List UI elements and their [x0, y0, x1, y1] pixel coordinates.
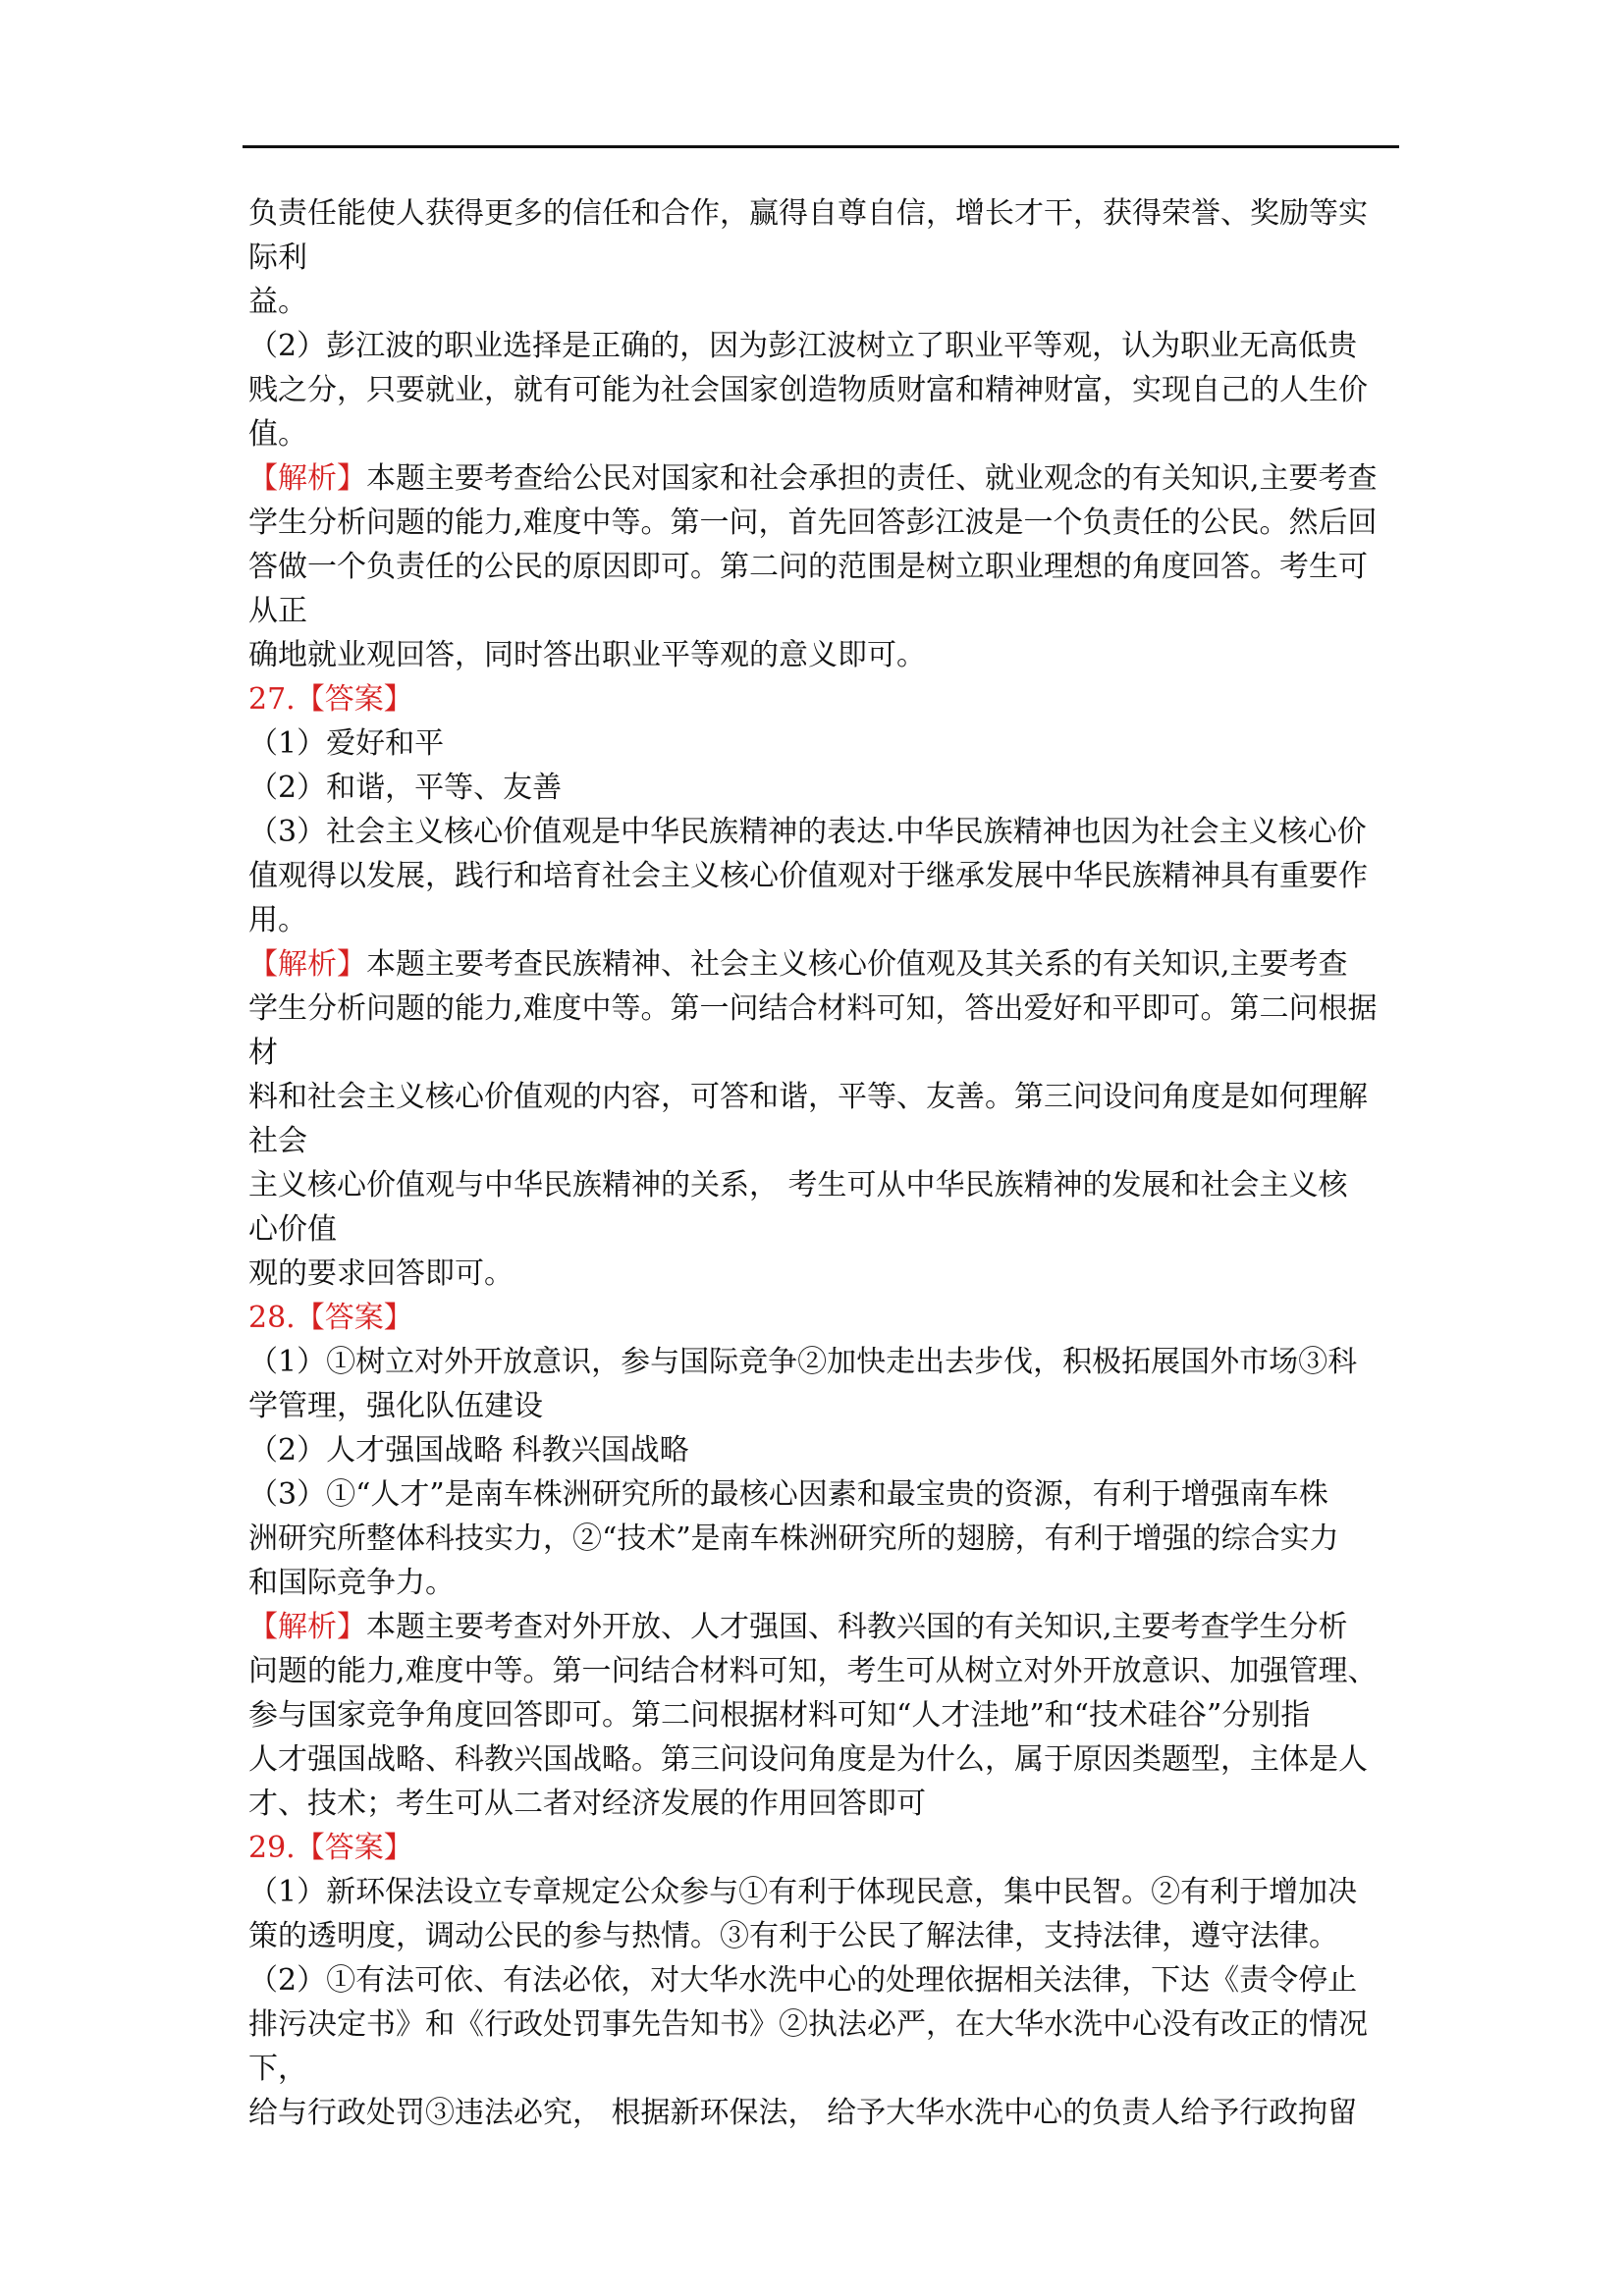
text-line: 才、技术；考生可从二者对经济发展的作用回答即可: [248, 1787, 926, 1821]
document-body: [248, 191, 1399, 2135]
text-line: 下，: [248, 2052, 307, 2086]
text-line: 策的透明度，调动公民的参与热情。③有利于公民了解法律，支持法律，遵守法律。: [248, 1919, 1338, 1953]
analysis-label: 【解析】: [248, 1610, 366, 1644]
text-line: 值观得以发展，践行和培育社会主义核心价值观对于继承发展中华民族精神具有重要作: [248, 859, 1368, 893]
text-line: （2）和谐，平等、友善: [248, 771, 563, 805]
text-line: 参与国家竞争角度回答即可。第二问根据材料可知“人才洼地”和“技术硅谷”分别指: [248, 1698, 1311, 1733]
answer-heading: [248, 1296, 1399, 1340]
answer-label: 27.【答案】: [248, 682, 413, 717]
text-line: 学生分析问题的能力,难度中等。第一问结合材料可知，答出爱好和平即可。第二问根据: [248, 991, 1378, 1026]
text-line: 观的要求回答即可。: [248, 1256, 514, 1291]
answer-heading: [248, 1826, 1399, 1870]
text-line: 确地就业观回答，同时答出职业平等观的意义即可。: [248, 638, 926, 672]
text-line: 排污决定书》和《行政处罚事先告知书》②执法必严，在大华水洗中心没有改正的情况: [248, 2007, 1368, 2042]
text-line: 材: [248, 1036, 278, 1070]
text-line: （3）社会主义核心价值观是中华民族精神的表达.中华民族精神也因为社会主义核心价: [248, 815, 1367, 849]
text-line: 学管理，强化队伍建设: [248, 1389, 543, 1423]
analysis-label: 【解析】: [248, 461, 366, 496]
analysis-label: 【解析】: [248, 947, 366, 982]
text-line: 问题的能力,难度中等。第一问结合材料可知，考生可从树立对外开放意识、加强管理、: [248, 1654, 1378, 1688]
text-line: （3）①“人才”是南车株洲研究所的最核心因素和最宝贵的资源，有利于增强南车株: [248, 1477, 1328, 1512]
text-line: 料和社会主义核心价值观的内容，可答和谐，平等、友善。第三问设问角度是如何理解: [248, 1080, 1368, 1114]
header-rule: [243, 145, 1399, 148]
analysis-line: 【解析】本题主要考查民族精神、社会主义核心价值观及其关系的有关知识,主要考查: [248, 947, 1348, 982]
text-line: 洲研究所整体科技实力，②“技术”是南车株洲研究所的翅膀，有利于增强的综合实力: [248, 1522, 1339, 1556]
text-line: （1）①树立对外开放意识，参与国际竞争②加快走出去步伐，积极拓展国外市场③科: [248, 1345, 1358, 1379]
analysis-line: 【解析】本题主要考查给公民对国家和社会承担的责任、就业观念的有关知识,主要考查: [248, 461, 1378, 496]
text-line: 心价值: [248, 1212, 337, 1247]
text-line: 用。: [248, 903, 307, 937]
text-line: 值。: [248, 417, 307, 452]
text-line: （2）①有法可依、有法必依，对大华水洗中心的处理依据相关法律，下达《责令停止: [248, 1963, 1358, 1998]
answer-heading: [248, 677, 1399, 721]
text-line: 从正: [248, 594, 307, 628]
text-line: 答做一个负责任的公民的原因即可。第二问的范围是树立职业理想的角度回答。考生可: [248, 550, 1368, 584]
text-line: 际利: [248, 240, 307, 275]
text-line: 主义核心价值观与中华民族精神的关系， 考生可从中华民族精神的发展和社会主义核: [248, 1168, 1348, 1202]
text-line: （2）人才强国战略 科教兴国战略: [248, 1433, 689, 1468]
text-line: 学生分析问题的能力,难度中等。第一问，首先回答彭江波是一个负责任的公民。然后回: [248, 506, 1378, 540]
text-line: 贱之分，只要就业，就有可能为社会国家创造物质财富和精神财富，实现自己的人生价: [248, 373, 1368, 407]
text-line: （1）新环保法设立专章规定公众参与①有利于体现民意，集中民智。②有利于增加决: [248, 1875, 1358, 1909]
text-line: 益。: [248, 285, 307, 319]
text-line: 负责任能使人获得更多的信任和合作，赢得自尊自信，增长才干，获得荣誉、奖励等实: [248, 196, 1368, 231]
text-line: 和国际竞争力。: [248, 1566, 455, 1600]
answer-label: 29.【答案】: [248, 1831, 413, 1865]
text-line: 给与行政处罚③违法必究， 根据新环保法， 给予大华水洗中心的负责人给予行政拘留: [248, 2096, 1358, 2130]
text-line: 人才强国战略、科教兴国战略。第三问设问角度是为什么，属于原因类题型，主体是人: [248, 1742, 1368, 1777]
analysis-line: 【解析】本题主要考查对外开放、人才强国、科教兴国的有关知识,主要考查学生分析: [248, 1610, 1348, 1644]
text-line: （2）彭江波的职业选择是正确的，因为彭江波树立了职业平等观，认为职业无高低贵: [248, 329, 1358, 363]
answer-label: 28.【答案】: [248, 1301, 413, 1335]
text-line: 社会: [248, 1124, 307, 1158]
text-line: （1）爱好和平: [248, 726, 445, 761]
